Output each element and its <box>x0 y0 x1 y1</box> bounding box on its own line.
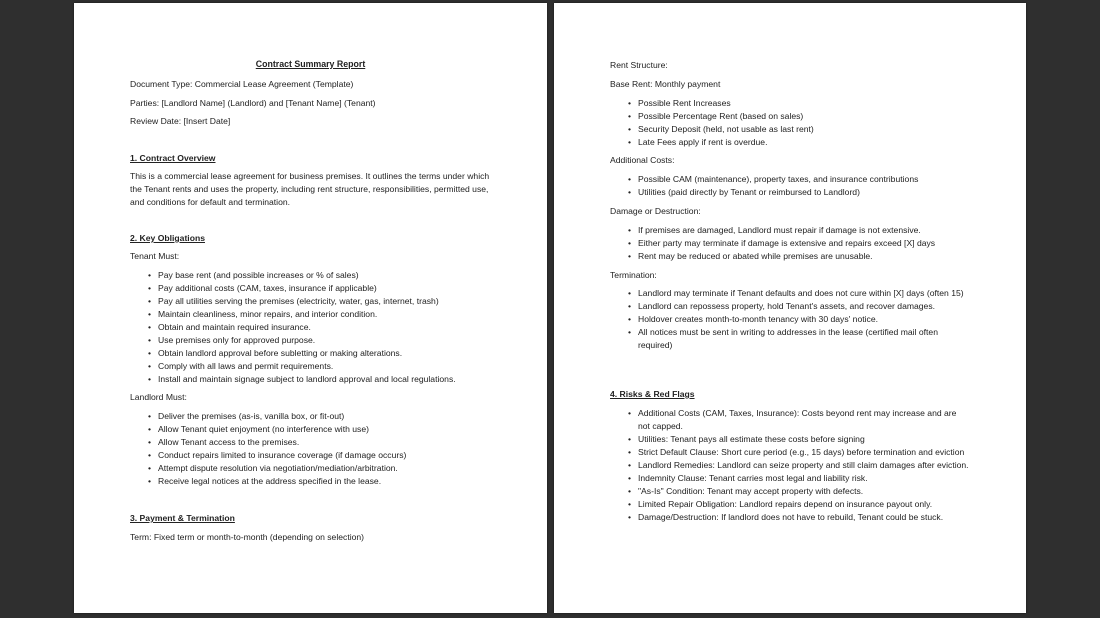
list-item: • Limited Repair Obligation: Landlord repairs depend on insurance payout only. <box>638 498 970 511</box>
list-item: • Possible Rent Increases <box>638 97 986 110</box>
risks-list <box>610 407 970 524</box>
list-item: • Either party may terminate if damage is extensive and repairs exceed [X] days <box>638 237 986 250</box>
list-item: • Pay base rent (and possible increases or % of sales) <box>158 269 507 282</box>
list-item: • Indemnity Clause: Tenant carries most legal and liability risk. <box>638 472 970 485</box>
parties: Parties: [Landlord Name] (Landlord) and [Tenant Name] (Tenant) <box>130 98 376 108</box>
termination-list <box>610 287 970 352</box>
payment-heading: 3. Payment & Termination <box>130 513 235 523</box>
tenant-obligations-list <box>130 269 507 386</box>
list-item: • Obtain landlord approval before subletting or making alterations. <box>158 347 507 360</box>
list-item: • Use premises only for approved purpose. <box>158 334 507 347</box>
list-item: • Landlord Remedies: Landlord can seize property and still claim damages after eviction. <box>638 459 970 472</box>
overview-text: This is a commercial lease agreement for business premises. It outlines the terms under which the Tenant rents and uses the property, including rent structure, responsibilities, permitted use, and conditions for default and termination. <box>130 171 490 207</box>
list-item: • Strict Default Clause: Short cure period (e.g., 15 days) before termination and eviction <box>638 446 970 459</box>
report-title: Contract Summary Report <box>255 59 366 69</box>
additional-costs-label: Additional Costs: <box>610 155 675 165</box>
base-rent-label: Base Rent: Monthly payment <box>610 79 721 89</box>
list-item: • Utilities: Tenant pays all estimate these costs before signing <box>638 433 970 446</box>
rent-list <box>610 97 986 149</box>
document-type: Document Type: Commercial Lease Agreement (Template) <box>130 79 354 89</box>
damage-label: Damage or Destruction: <box>610 206 701 216</box>
document-page-2 <box>554 3 1026 613</box>
list-item: • Conduct repairs limited to insurance coverage (if damage occurs) <box>158 449 507 462</box>
list-item: • All notices must be sent in writing to addresses in the lease (certified mail often required) <box>638 326 970 352</box>
list-item: • Utilities (paid directly by Tenant or reimbursed to Landlord) <box>638 186 986 199</box>
list-item: • Security Deposit (held, not usable as last rent) <box>638 123 986 136</box>
list-item: • Late Fees apply if rent is overdue. <box>638 136 986 149</box>
list-item: • Receive legal notices at the address specified in the lease. <box>158 475 507 488</box>
list-item: • Comply with all laws and permit requirements. <box>158 360 507 373</box>
list-item: • Holdover creates month-to-month tenancy with 30 days' notice. <box>638 313 970 326</box>
obligations-heading: 2. Key Obligations <box>130 233 205 243</box>
landlord-must-label: Landlord Must: <box>130 392 187 402</box>
list-item: • Obtain and maintain required insurance. <box>158 321 507 334</box>
list-item: • "As-Is" Condition: Tenant may accept property with defects. <box>638 485 970 498</box>
list-item: • Pay all utilities serving the premises (electricity, water, gas, internet, trash) <box>158 295 507 308</box>
list-item: • Allow Tenant quiet enjoyment (no interference with use) <box>158 423 507 436</box>
list-item: • Install and maintain signage subject to landlord approval and local regulations. <box>158 373 507 386</box>
list-item: • Possible Percentage Rent (based on sales) <box>638 110 986 123</box>
rent-structure-label: Rent Structure: <box>610 60 668 70</box>
list-item: • Attempt dispute resolution via negotiation/mediation/arbitration. <box>158 462 507 475</box>
list-item: • Damage/Destruction: If landlord does not have to rebuild, Tenant could be stuck. <box>638 511 970 524</box>
overview-heading: 1. Contract Overview <box>130 153 216 163</box>
list-item: • Rent may be reduced or abated while premises are unusable. <box>638 250 986 263</box>
damage-list <box>610 224 986 263</box>
list-item: • Deliver the premises (as-is, vanilla box, or fit-out) <box>158 410 507 423</box>
list-item: • Allow Tenant access to the premises. <box>158 436 507 449</box>
list-item: • Maintain cleanliness, minor repairs, and interior condition. <box>158 308 507 321</box>
termination-label: Termination: <box>610 270 657 280</box>
list-item: • Landlord can repossess property, hold Tenant's assets, and recover damages. <box>638 300 970 313</box>
list-item: • Pay additional costs (CAM, taxes, insurance if applicable) <box>158 282 507 295</box>
list-item: • Possible CAM (maintenance), property taxes, and insurance contributions <box>638 173 986 186</box>
document-page-1 <box>74 3 547 613</box>
risks-heading: 4. Risks & Red Flags <box>610 389 695 399</box>
list-item: • Landlord may terminate if Tenant defaults and does not cure within [X] days (often 15) <box>638 287 970 300</box>
tenant-must-label: Tenant Must: <box>130 251 180 261</box>
list-item: • If premises are damaged, Landlord must repair if damage is not extensive. <box>638 224 986 237</box>
list-item: • Additional Costs (CAM, Taxes, Insurance): Costs beyond rent may increase and are not capped. <box>638 407 970 433</box>
term-text: Term: Fixed term or month-to-month (depending on selection) <box>130 532 365 542</box>
review-date: Review Date: [Insert Date] <box>130 116 231 126</box>
additional-costs-list <box>610 173 986 199</box>
landlord-obligations-list <box>130 410 507 488</box>
